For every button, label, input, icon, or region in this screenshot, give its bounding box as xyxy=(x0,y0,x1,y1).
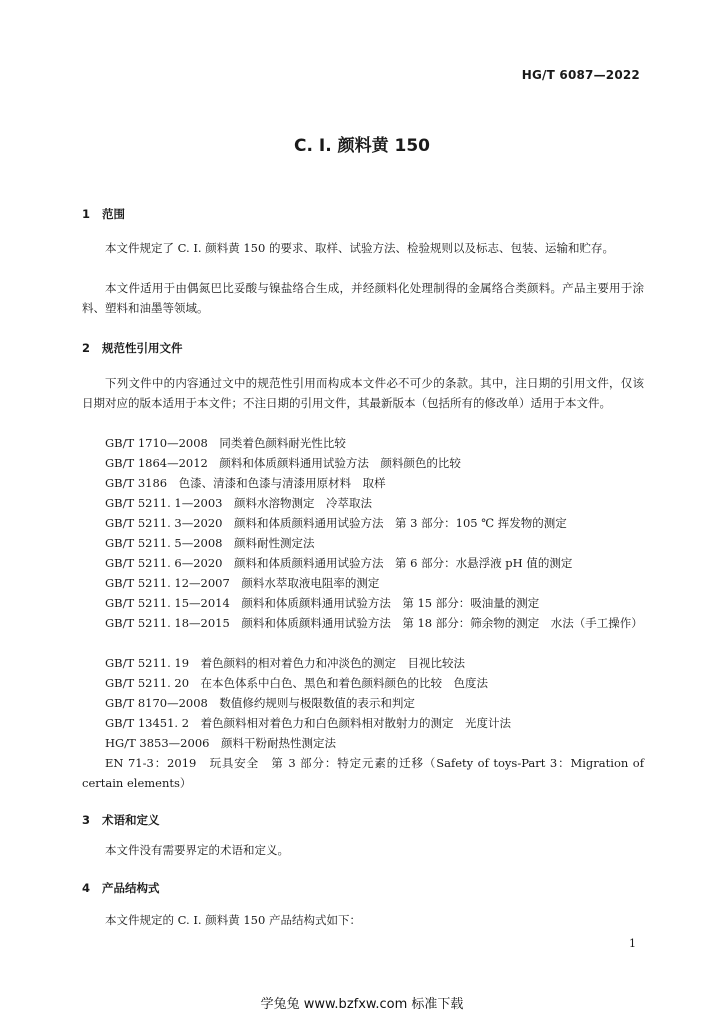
reference-item: GB/T 8170—2008 数值修约规则与极限数值的表示和判定 xyxy=(105,696,415,710)
reference-item: GB/T 13451. 2 着色颜料相对着色力和白色颜料相对散射力的测定 光度计法 xyxy=(105,716,512,730)
reference-item: GB/T 1864—2012 颜料和体质颜料通用试验方法 颜料颜色的比较 xyxy=(105,456,461,470)
section-2-heading xyxy=(82,340,183,356)
section-1-paragraph-1: 本文件规定了 C. I. 颜料黄 150 的要求、取样、试验方法、检验规则以及标志、包装、运输和贮存。 xyxy=(105,241,614,255)
section-number: 1 xyxy=(82,207,91,221)
section-3-heading xyxy=(82,812,160,828)
reference-item: GB/T 5211. 20 在本色体系中白色、黑色和着色颜料颜色的比较 色度法 xyxy=(105,676,489,690)
reference-item: GB/T 5211. 5—2008 颜料耐性测定法 xyxy=(105,536,315,550)
section-4-heading xyxy=(82,880,160,896)
footer-watermark-text: 学兔兔 www.bzfxw.com 标准下载 xyxy=(260,997,464,1012)
reference-item: HG/T 3853—2006 颜料干粉耐热性测定法 xyxy=(105,736,336,750)
reference-item: EN 71-3：2019 玩具安全 第 3 部分：特定元素的迁移（Safety of toys-Part 3：Migration of certain elements） xyxy=(82,756,644,790)
section-3-paragraph-1: 本文件没有需要界定的术语和定义。 xyxy=(105,843,289,857)
reference-item: GB/T 5211. 1—2003 颜料水溶物测定 冷萃取法 xyxy=(105,496,372,510)
reference-item: GB/T 3186 色漆、清漆和色漆与清漆用原材料 取样 xyxy=(105,476,386,490)
section-title: 范围 xyxy=(102,207,125,221)
section-title: 规范性引用文件 xyxy=(102,341,183,355)
reference-item: GB/T 5211. 19 着色颜料的相对着色力和冲淡色的测定 目视比较法 xyxy=(105,656,466,670)
reference-item: GB/T 1710—2008 同类着色颜料耐光性比较 xyxy=(105,436,346,450)
section-title: 术语和定义 xyxy=(102,813,160,827)
section-number: 3 xyxy=(82,813,91,827)
section-number: 2 xyxy=(82,341,91,355)
section-number: 4 xyxy=(82,881,91,895)
reference-item: GB/T 5211. 15—2014 颜料和体质颜料通用试验方法 第 15 部分：吸油量的测定 xyxy=(105,596,540,610)
section-1-heading xyxy=(82,206,125,222)
reference-item: GB/T 5211. 18—2015 颜料和体质颜料通用试验方法 第 18 部分：筛余物的测定 水法（手工操作） xyxy=(105,616,643,630)
standard-code: HG/T 6087—2022 xyxy=(521,68,640,82)
reference-item: GB/T 5211. 3—2020 颜料和体质颜料通用试验方法 第 3 部分：105 ℃ 挥发物的测定 xyxy=(105,516,567,530)
reference-item: GB/T 5211. 6—2020 颜料和体质颜料通用试验方法 第 6 部分：水悬浮液 pH 值的测定 xyxy=(105,556,573,570)
section-4-paragraph-1: 本文件规定的 C. I. 颜料黄 150 产品结构式如下： xyxy=(105,913,361,927)
reference-item: GB/T 5211. 12—2007 颜料水萃取液电阻率的测定 xyxy=(105,576,380,590)
section-1-paragraph-2: 本文件适用于由偶氮巴比妥酸与镍盐络合生成，并经颜料化处理制得的金属络合类颜料。产品主要用于涂料、塑料和油墨等领域。 xyxy=(82,281,644,315)
section-title: 产品结构式 xyxy=(102,881,160,895)
page-number: 1 xyxy=(629,937,636,950)
document-title: C. I. 颜料黄 150 xyxy=(294,136,430,156)
section-2-intro: 下列文件中的内容通过文中的规范性引用而构成本文件必不可少的条款。其中，注日期的引用文件，仅该日期对应的版本适用于本文件；不注日期的引用文件，其最新版本（包括所有的修改单）适用于本文件。 xyxy=(82,376,644,410)
